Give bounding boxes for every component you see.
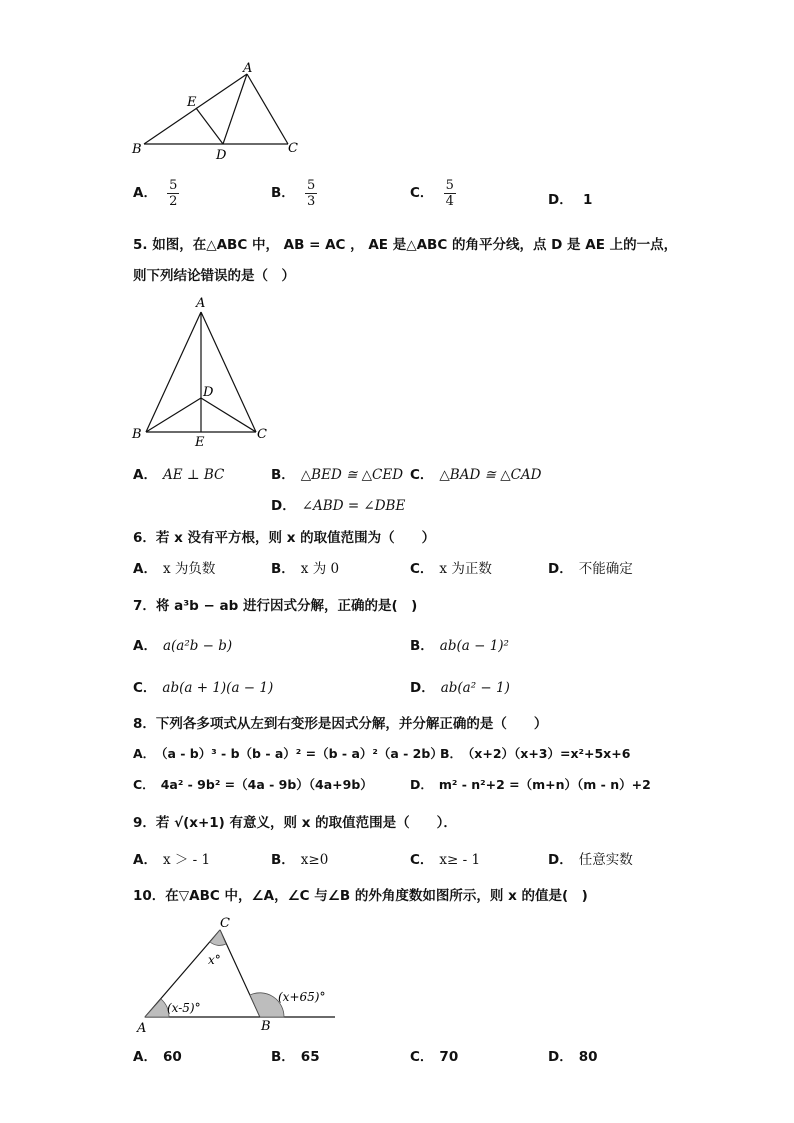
question-6-stem: 6．若 x 没有平方根，则 x 的取值范围为（ ）: [133, 530, 436, 546]
q5-option-c[interactable]: C． △BAD ≅ △CAD: [410, 467, 542, 483]
q8-option-a[interactable]: A． （a - b）³ - b（b - a）² =（b - a）²（a - 2b）: [133, 746, 443, 761]
vertex-label-a: A: [137, 1021, 147, 1036]
exterior-angle-b-label: (x+65)°: [278, 990, 326, 1004]
q9-option-b[interactable]: B． x≥0: [271, 852, 329, 868]
vertex-label-b: B: [132, 142, 142, 157]
point-label-d: D: [203, 385, 214, 400]
q7-option-b[interactable]: B． ab(a − 1)²: [410, 638, 509, 654]
q4-option-a[interactable]: A． $\frac{5}{2}$: [133, 178, 178, 209]
q6-option-a[interactable]: A． x 为负数: [133, 561, 216, 577]
q6-option-b[interactable]: B． x 为 0: [271, 561, 340, 577]
vertex-label-c: C: [288, 141, 298, 156]
q9-option-a[interactable]: A． x ＞ - 1: [133, 852, 211, 868]
vertex-label-a: A: [243, 61, 253, 76]
q6-option-d[interactable]: D． 不能确定: [548, 561, 633, 577]
q7-option-d[interactable]: D． ab(a² − 1): [410, 680, 510, 696]
vertex-label-c: C: [257, 427, 267, 442]
q8-option-d[interactable]: D． m² - n²+2 =（m+n）（m - n）+2: [410, 777, 651, 792]
q8-option-b[interactable]: B． （x+2）（x+3）=x²+5x+6: [440, 746, 631, 761]
question-8-stem: 8．下列各多项式从左到右变形是因式分解，并分解正确的是（ ）: [133, 716, 548, 732]
q10-option-d[interactable]: D． 80: [548, 1049, 598, 1065]
q4-option-c[interactable]: C． $\frac{5}{4}$: [410, 178, 454, 209]
question-9-stem: 9．若 √(x+1) 有意义，则 x 的取值范围是（ ）．: [133, 815, 457, 831]
fraction: $\frac{5}{3}$: [306, 178, 316, 209]
angle-c-arc: [210, 930, 226, 945]
fraction: $\frac{5}{4}$: [445, 178, 454, 209]
vertex-label-a: A: [196, 296, 206, 311]
angle-a-arc: [145, 999, 169, 1017]
question-10-stem: 10．在▽ABC 中，∠A，∠C 与∠B 的外角度数如图所示，则 x 的值是( ): [133, 888, 588, 904]
q7-option-a[interactable]: A． a(a²b − b): [133, 638, 233, 654]
figure-isosceles-triangle-q5: [130, 292, 280, 452]
q5-option-b[interactable]: B． △BED ≅ △CED: [271, 467, 404, 483]
q9-option-c[interactable]: C． x≥ - 1: [410, 852, 481, 868]
question-5-line-2: 则下列结论错误的是（ ）: [133, 268, 295, 284]
q10-option-c[interactable]: C． 70: [410, 1049, 459, 1065]
q5-option-a[interactable]: A． AE ⊥ BC: [133, 467, 225, 483]
q9-option-d[interactable]: D． 任意实数: [548, 852, 633, 868]
q5-option-d[interactable]: D． ∠ABD = ∠DBE: [271, 498, 406, 514]
angle-a-label: (x-5)°: [167, 1001, 201, 1015]
vertex-label-b: B: [132, 427, 142, 442]
point-label-e: E: [195, 435, 205, 450]
figure-triangle-abc-q4: [130, 60, 310, 165]
vertex-label-b: B: [261, 1019, 271, 1034]
q6-option-c[interactable]: C． x 为正数: [410, 561, 492, 577]
question-5-line-1: 5. 如图，在△ABC 中， AB = AC ， AE 是△ABC 的角平分线，点 D 是 AE 上的一点，: [133, 237, 678, 253]
point-label-d: D: [216, 148, 227, 163]
q8-option-c[interactable]: C． 4a² - 9b² =（4a - 9b）（4a+9b）: [133, 777, 373, 792]
q4-option-d[interactable]: D． 1: [548, 192, 593, 208]
angle-c-label: x°: [208, 953, 221, 967]
q7-option-c[interactable]: C． ab(a + 1)(a − 1): [133, 680, 274, 696]
q4-option-b[interactable]: B． $\frac{5}{3}$: [271, 178, 316, 209]
vertex-label-c: C: [220, 916, 230, 931]
q10-option-b[interactable]: B． 65: [271, 1049, 320, 1065]
q10-option-a[interactable]: A． 60: [133, 1049, 182, 1065]
fraction: $\frac{5}{2}$: [169, 178, 178, 209]
point-label-e: E: [187, 95, 197, 110]
figure-triangle-exterior-angle-q10: [130, 912, 345, 1037]
question-7-stem: 7．将 a³b − ab 进行因式分解，正确的是( ): [133, 598, 418, 614]
